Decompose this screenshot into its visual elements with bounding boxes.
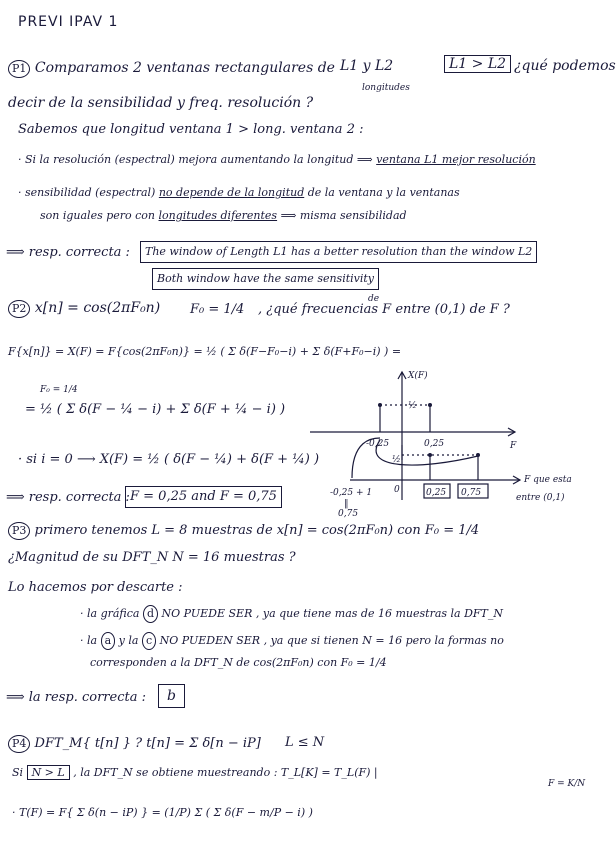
plot-eqsign: ‖	[344, 499, 349, 509]
plot-p025: 0,25	[424, 439, 445, 449]
p1-bullet2-text-a: · sensibilidad (espectral)	[18, 186, 156, 199]
p3-bullet1-a: · la gráfica	[80, 607, 140, 620]
p3-bullet1	[80, 605, 503, 623]
p4-cond: L ≤ N	[285, 735, 325, 750]
p4-line2-a: Si	[12, 766, 24, 779]
p3-answer-label: ⟹ la resp. correcta :	[6, 690, 146, 705]
p4-line2-box: N > L	[27, 765, 70, 780]
p4-label: P4	[8, 735, 30, 753]
plot-faxis2: F que esta	[524, 475, 572, 485]
p3-answer-box: b	[158, 684, 185, 708]
dot-pos	[428, 403, 432, 407]
p1-bullet2-text-c: de la ventana y la ventanas	[307, 186, 460, 199]
plot-entre: entre (0,1)	[516, 493, 565, 503]
p1-known: Sabemos que longitud ventana 1 > long. ventana 2 :	[18, 122, 364, 137]
p2-transform: F{x[n]} = X(F) = F{cos(2πF₀n)} = ½ ( Σ δ(F−F₀−i) + Σ δ(F+F₀−i) ) =	[8, 345, 402, 358]
plot-ylabel: X(F)	[408, 371, 428, 381]
p3-line1-text: primero tenemos L = 8 muestras de x[n] = cos(2πF₀n) con F₀ = 1/4	[34, 523, 480, 538]
p1-condition-box: L1 > L2	[444, 55, 511, 73]
p2-answer-label: ⟹ resp. correcta :	[6, 490, 130, 505]
plot-zero: 0	[394, 485, 400, 495]
p2-f0: F₀ = 1/4	[190, 302, 245, 317]
p2-step3: · si i = 0 ⟶ X(F) = ½ ( δ(F − ¼) + δ(F + ¼) )	[18, 452, 320, 467]
p1-longitudes-note: longitudes	[362, 83, 410, 93]
p1-question-tail: ¿qué podemos	[514, 58, 616, 74]
p1-answer-label: ⟹ resp. correcta :	[6, 245, 130, 260]
p3-bullet2-a-c: a	[101, 632, 116, 650]
p3-label: P3	[8, 522, 30, 540]
p1-answer-box-2: Both window have the same sensitivity	[152, 268, 379, 290]
p1-label: P1	[8, 60, 30, 78]
p2-answer-box: F = 0,25 and F = 0,75	[125, 486, 282, 508]
p1-l1-l2: L1 y L2	[340, 58, 394, 74]
plot-b075: 0,75	[461, 488, 482, 498]
p4-line2	[12, 765, 378, 781]
plot-m025: -0,25	[366, 439, 390, 449]
dot-neg	[378, 403, 382, 407]
p1-bullet2-text-f: ⟹ misma sensibilidad	[280, 209, 407, 222]
p1-bullet2-text-d: son iguales pero con	[40, 209, 156, 222]
p1-question-line1: Comparamos 2 ventanas rectangulares de	[34, 60, 335, 76]
p3-bullet2-y: y la	[118, 634, 139, 647]
p3-bullet1-b: NO PUEDE SER , ya que tiene mas de 16 muestras la DFT_N	[161, 607, 504, 620]
plot-faxis: F	[510, 441, 517, 451]
p4-question	[8, 735, 261, 753]
p3-bullet2-a: · la	[80, 634, 98, 647]
plot-calc: -0,25 + 1	[330, 488, 373, 498]
p2-de-note: de	[368, 294, 380, 304]
p3-bullet1-d: d	[143, 605, 158, 623]
dot-075	[476, 453, 480, 457]
p1-question-line2: decir de la sensibilidad y freq. resolución ?	[8, 95, 314, 111]
p3-bullet2-b: NO PUEDEN SER , ya que si tienen N = 16 pero la formas no	[159, 634, 504, 647]
p1-answer-box-1: The window of Length L1 has a better resolution than the window L2	[140, 241, 537, 263]
p3-line1	[8, 522, 479, 540]
p3-bullet2-c-c: c	[142, 632, 156, 650]
p4-line2-c: , la DFT_N se obtiene muestreando : T_L[K] = T_L(F) |	[73, 766, 378, 779]
page-title: PREVI IPAV 1	[18, 14, 119, 30]
p4-question-text: DFT_M{ t[n] } ? t[n] = Σ δ[n − iP]	[34, 736, 261, 751]
p4-sub: F = K/N	[548, 779, 586, 789]
p1-bullet2-underlined: no depende de la longitud	[158, 186, 305, 199]
p4-line3: · T(F) = F{ Σ δ(n − iP) } = (1/P) Σ ( Σ δ(F − m/P − i) )	[12, 806, 313, 819]
p3-line2: ¿Magnitud de su DFT_N N = 16 muestras ?	[8, 550, 296, 565]
p3-bullet2-line2: corresponden a la DFT_N de cos(2πF₀n) con F₀ = 1/4	[90, 656, 387, 669]
p3-line3: Lo hacemos por descarte :	[8, 580, 183, 595]
p1-bullet1-conclusion: ventana L1 mejor resolución	[376, 153, 536, 166]
p2-eq: x[n] = cos(2πF₀n)	[34, 300, 161, 316]
p2-step2: = ½ ( Σ δ(F − ¼ − i) + Σ δ(F + ¼ − i) )	[25, 402, 286, 417]
p1-bullet2-underlined-2: longitudes diferentes	[158, 209, 278, 222]
p2-sub-label: F₀ = 1/4	[40, 385, 78, 395]
plot-half-2: ½	[392, 455, 401, 465]
p2-question-text: , ¿qué frecuencias F entre (0,1) de F ?	[258, 302, 510, 317]
p1-bullet1-text: · Si la resolución (espectral) mejora aumentando la longitud ⟹	[18, 153, 373, 166]
p2-label: P2	[8, 300, 30, 318]
plot-b025: 0,25	[426, 488, 447, 498]
plot-half-1: ½	[408, 401, 417, 411]
dot-025	[428, 453, 432, 457]
p3-bullet2	[80, 632, 504, 650]
plot-calc-res: 0,75	[338, 509, 359, 519]
